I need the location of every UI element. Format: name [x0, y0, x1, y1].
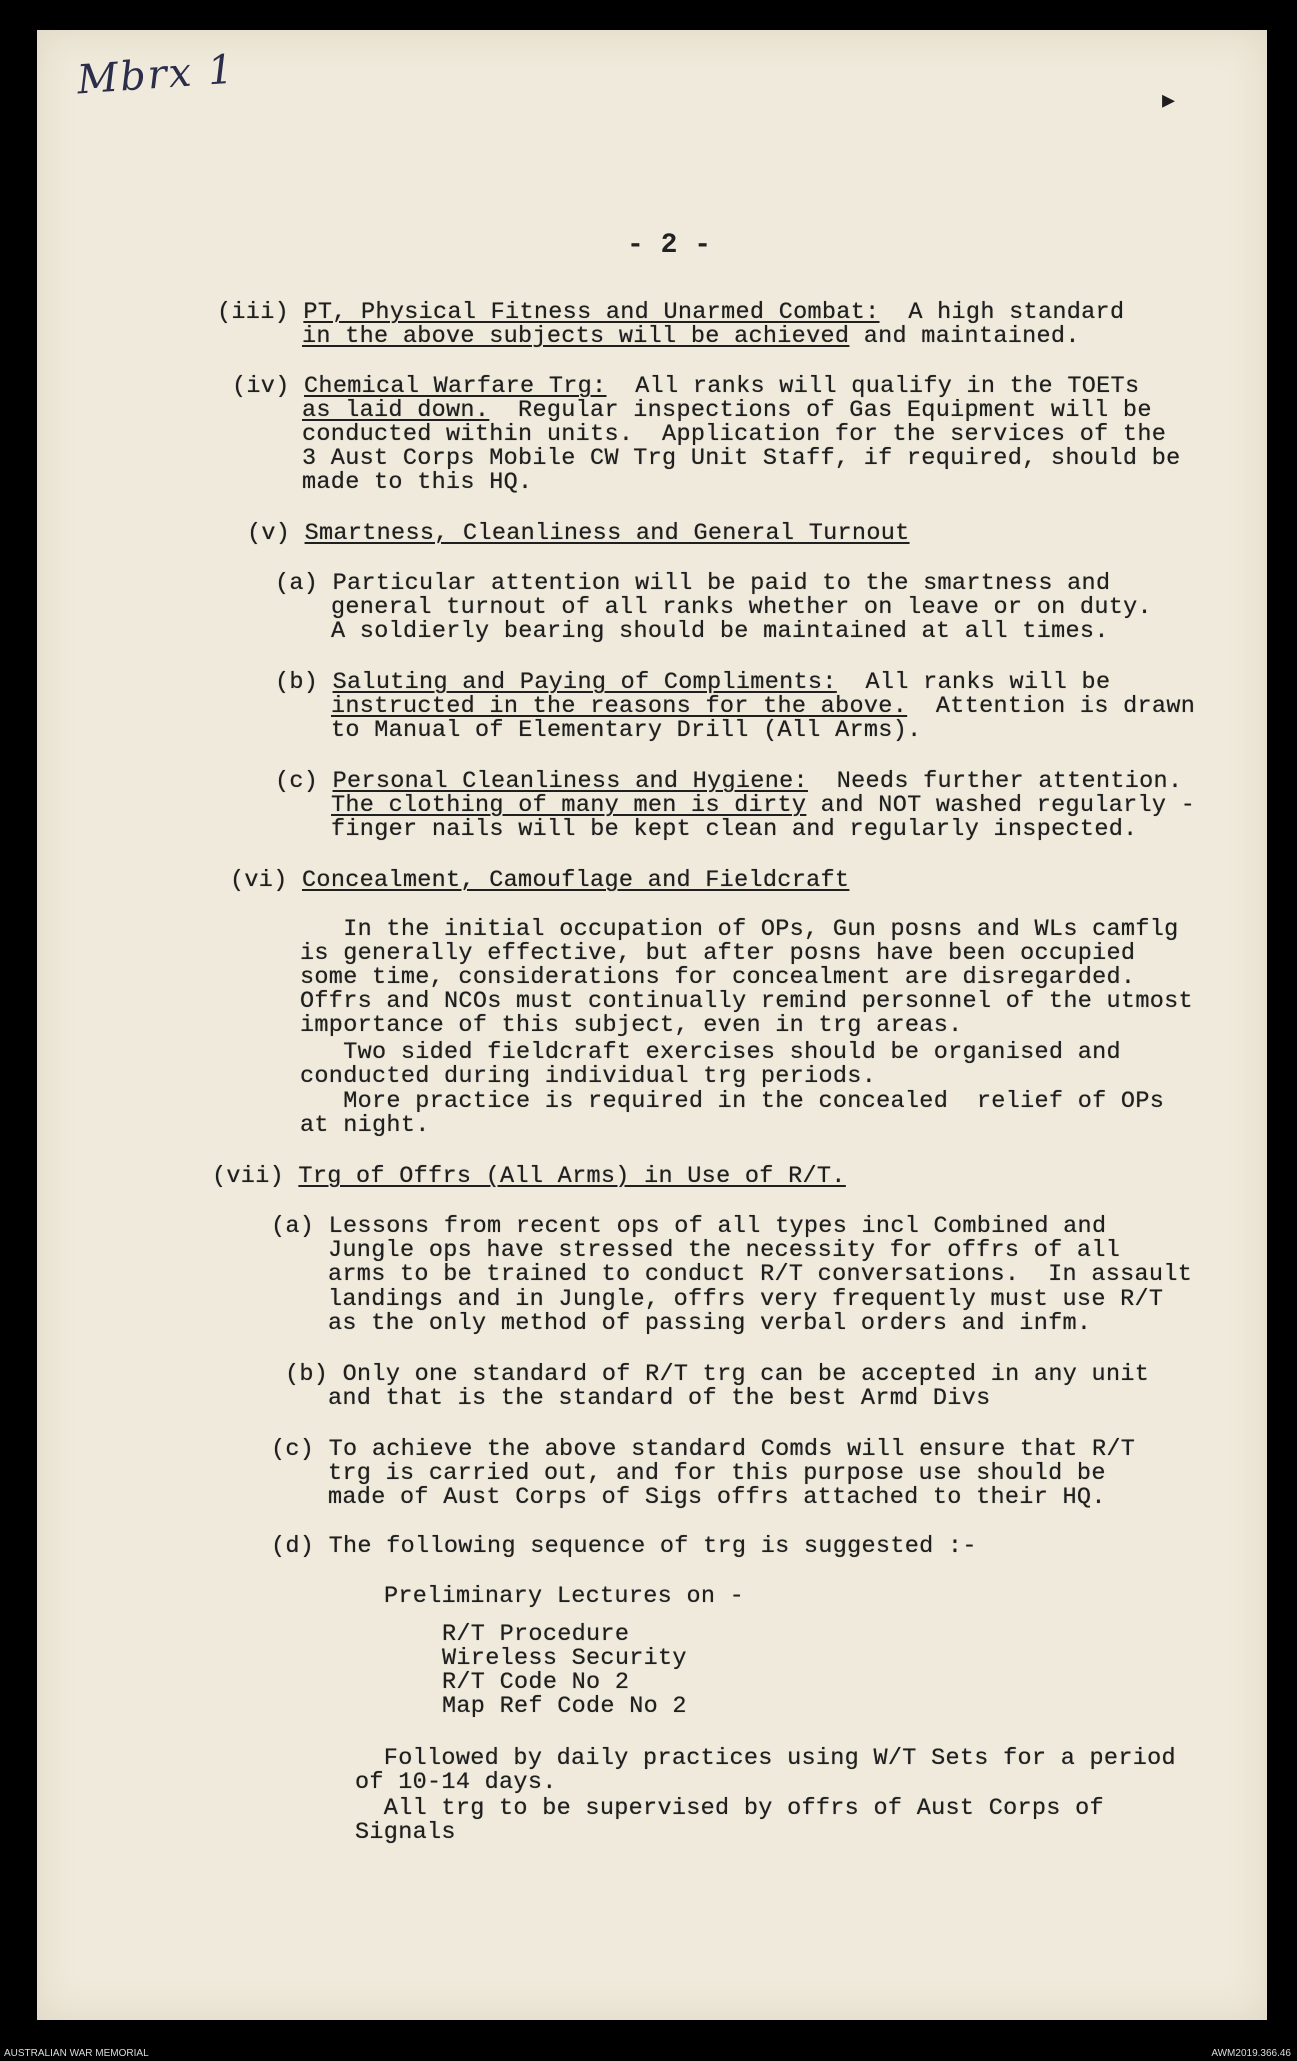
section-vi-line-3: some time, considerations for concealment are disregarded. [300, 964, 1136, 991]
section-vii-heading-line [212, 1165, 846, 1190]
page-number: - 2 - [627, 230, 712, 261]
handwritten-folio-mark: Mbrx 1 [75, 46, 237, 104]
section-iv-line-4: 3 Aust Corps Mobile CW Trg Unit Staff, if required, should be [302, 445, 1181, 472]
section-vi-line-5: importance of this subject, even in trg areas. [300, 1012, 963, 1039]
corner-mark: ▸ [1161, 85, 1175, 115]
section-number: (iii) [217, 299, 290, 326]
section-vii-c-line-2: trg is carried out, and for this purpose use should be [328, 1460, 1106, 1487]
lecture-item: R/T Procedure [442, 1621, 630, 1648]
section-number: (vii) [212, 1163, 285, 1190]
section-v-c-line-1: (c) Personal Cleanliness and Hygiene: Needs further attention. [275, 768, 1183, 795]
lecture-item: Map Ref Code No 2 [442, 1693, 687, 1720]
section-v-b-line-1: (b) Saluting and Paying of Compliments: All ranks will be [275, 669, 1111, 696]
section-v-a-line-3: A soldierly bearing should be maintained at all times. [331, 618, 1109, 645]
footer-reference: AWM2019.366.46 [1211, 2048, 1291, 2059]
section-vi-line-9: at night. [300, 1112, 430, 1139]
subsection-number: (c) [275, 768, 319, 795]
section-vii-a-line-4: landings and in Jungle, offrs very frequently must use R/T [328, 1286, 1164, 1313]
section-number: (iv) [232, 373, 290, 400]
section-vii-b-line-2: and that is the standard of the best Armd Divs [328, 1385, 991, 1412]
section-vii-b-line-1: (b) Only one standard of R/T trg can be accepted in any unit [285, 1361, 1150, 1388]
section-vi-line-6: Two sided fieldcraft exercises should be organised and [300, 1039, 1121, 1066]
subsection-heading: Personal Cleanliness and Hygiene: [332, 768, 808, 795]
section-vii-c-line-3: made of Aust Corps of Sigs offrs attached to their HQ. [328, 1484, 1106, 1511]
section-iv-line-2: as laid down. Regular inspections of Gas Equipment will be [302, 397, 1152, 424]
section-iii-line-2: in the above subjects will be achieved and maintained. [302, 323, 1080, 350]
subsection-number: (c) [271, 1436, 315, 1463]
section-vi-line-7: conducted during individual trg periods. [300, 1063, 877, 1090]
section-vi-heading-line [230, 869, 849, 894]
section-iii-line-1: (iii) PT, Physical Fitness and Unarmed Combat: A high standard [217, 299, 1125, 326]
archive-footer [0, 2048, 1297, 2061]
section-v-c-line-3: finger nails will be kept clean and regularly inspected. [331, 816, 1138, 843]
section-vi-line-2: is generally effective, but after posns have been occupied [300, 940, 1136, 967]
section-heading: PT, Physical Fitness and Unarmed Combat: [303, 299, 880, 326]
followup-line-4: Signals [355, 1819, 456, 1846]
section-heading: Chemical Warfare Trg: [304, 373, 607, 400]
section-heading: Trg of Offrs (All Arms) in Use of R/T. [298, 1163, 846, 1190]
section-number: (vi) [230, 867, 288, 894]
section-vi-line-1: In the initial occupation of OPs, Gun posns and WLs camflg [300, 916, 1179, 943]
section-vi-line-4: Offrs and NCOs must continually remind personnel of the utmost [300, 988, 1193, 1015]
section-vii-a-line-5: as the only method of passing verbal orders and infm. [328, 1310, 1092, 1337]
subsection-number: (b) [275, 669, 319, 696]
section-v-b-line-2: instructed in the reasons for the above. Attention is drawn [331, 693, 1196, 720]
footer-institution: AUSTRALIAN WAR MEMORIAL [4, 2048, 149, 2059]
lecture-item: R/T Code No 2 [442, 1669, 630, 1696]
section-heading: Concealment, Camouflage and Fieldcraft [302, 867, 850, 894]
followup-line-1: Followed by daily practices using W/T Sets for a period [355, 1745, 1176, 1772]
subsection-heading: Saluting and Paying of Compliments: [332, 669, 837, 696]
subsection-number: (b) [285, 1361, 329, 1388]
section-v-b-line-3: to Manual of Elementary Drill (All Arms). [331, 717, 922, 744]
section-iv-line-3: conducted within units. Application for the services of the [302, 421, 1167, 448]
section-number: (v) [247, 520, 291, 547]
subsection-number: (a) [271, 1213, 315, 1240]
section-v-a-line-1: (a) Particular attention will be paid to the smartness and [275, 570, 1111, 597]
section-v-a-line-2: general turnout of all ranks whether on leave or on duty. [331, 594, 1152, 621]
section-vi-line-8: More practice is required in the concealed relief of OPs [300, 1088, 1165, 1115]
section-v-heading-line [247, 522, 910, 547]
section-vii-c-line-1: (c) To achieve the above standard Comds will ensure that R/T [271, 1436, 1136, 1463]
section-vii-d-line-1: (d) The following sequence of trg is suggested :- [271, 1533, 977, 1560]
section-vii-a-line-1: (a) Lessons from recent ops of all types incl Combined and [271, 1213, 1107, 1240]
subsection-number: (d) [271, 1533, 315, 1560]
section-v-c-line-2: The clothing of many men is dirty and NOT washed regularly - [331, 792, 1196, 819]
followup-line-3: All trg to be supervised by offrs of Aust Corps of [355, 1795, 1104, 1822]
lectures-heading: Preliminary Lectures on - [384, 1583, 745, 1610]
section-iv-line-1: (iv) Chemical Warfare Trg: All ranks will qualify in the TOETs [232, 373, 1140, 400]
subsection-number: (a) [275, 570, 319, 597]
section-vii-a-line-3: arms to be trained to conduct R/T conversations. In assault [328, 1261, 1193, 1288]
section-heading: Smartness, Cleanliness and General Turnout [304, 520, 910, 547]
followup-line-2: of 10-14 days. [355, 1769, 557, 1796]
section-vii-a-line-2: Jungle ops have stressed the necessity for offrs of all [328, 1237, 1121, 1264]
section-iv-line-5: made to this HQ. [302, 469, 533, 496]
lecture-item: Wireless Security [442, 1645, 687, 1672]
